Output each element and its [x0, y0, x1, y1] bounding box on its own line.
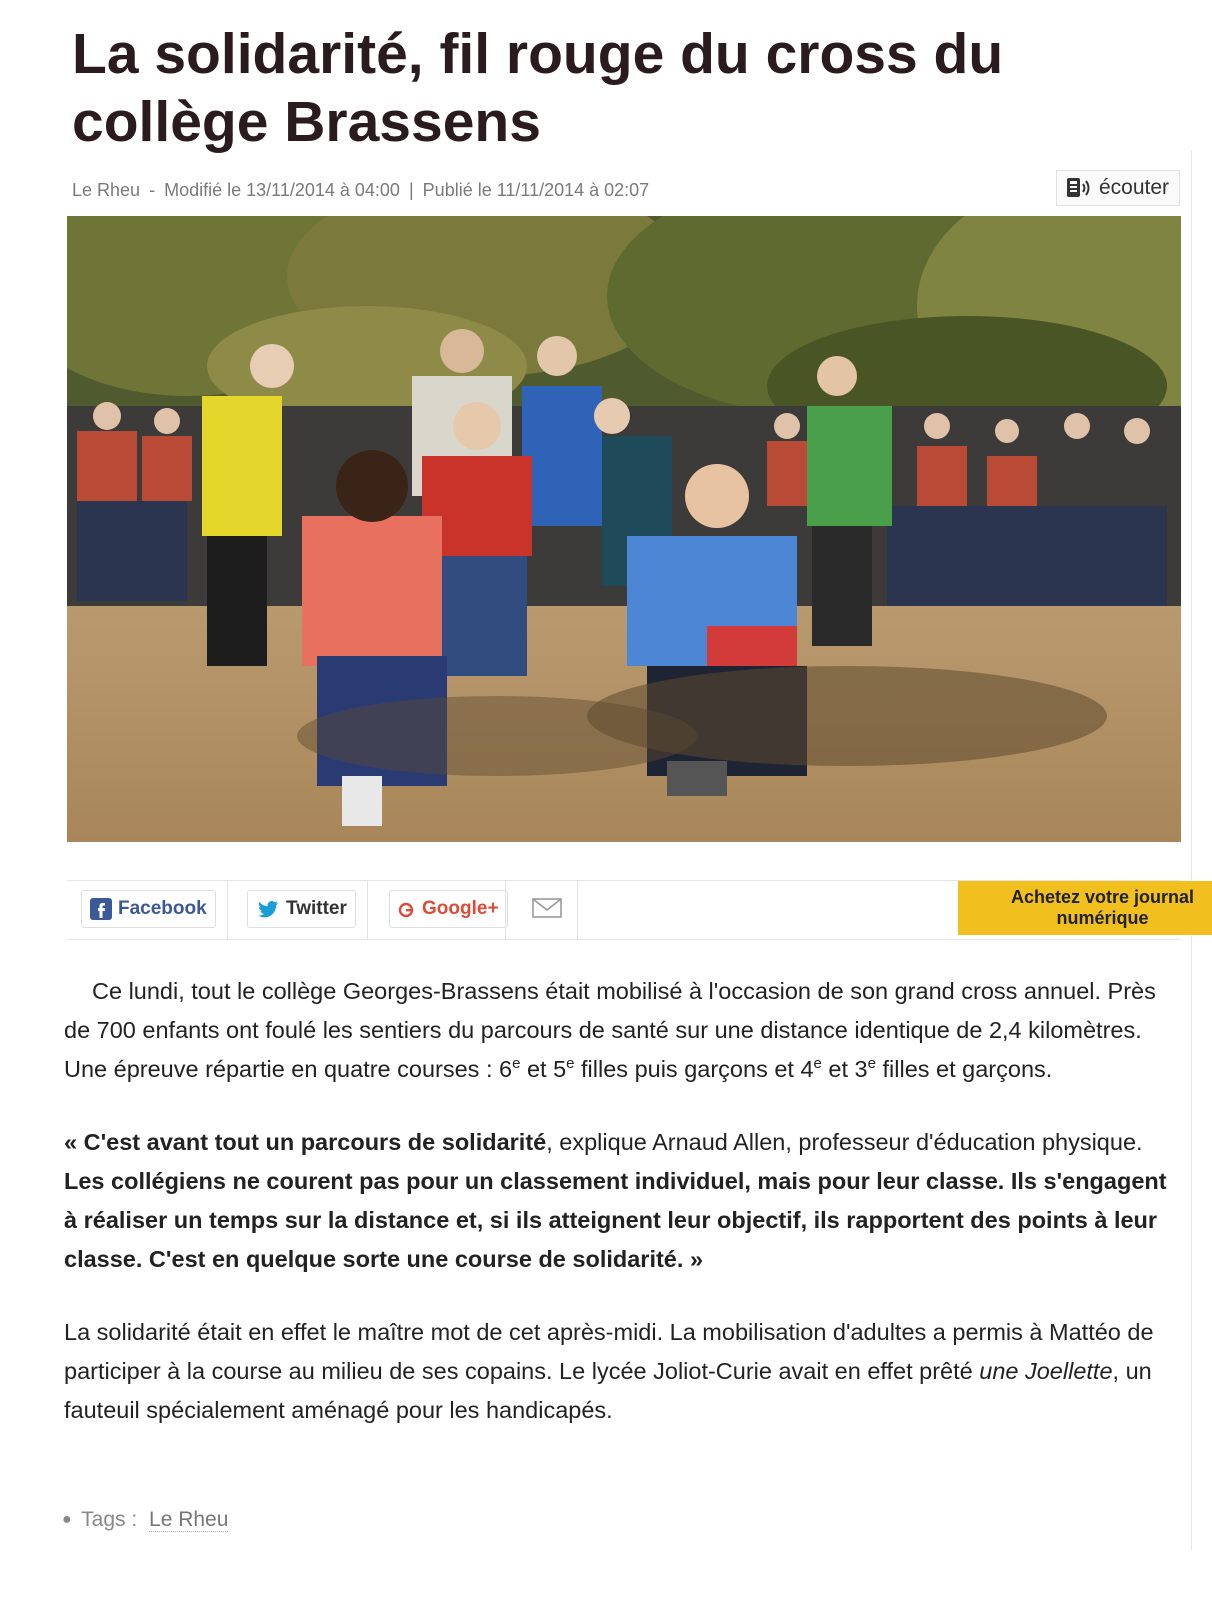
article-location: Le Rheu — [72, 180, 141, 200]
divider — [505, 881, 506, 939]
article-body — [64, 972, 1184, 1430]
buy-digital-newspaper-button[interactable] — [958, 881, 1212, 935]
googleplus-icon — [398, 900, 416, 918]
tag-link[interactable]: Le Rheu — [149, 1508, 229, 1531]
emphasis-joellette: une Joellette — [979, 1358, 1113, 1384]
listen-button[interactable] — [1056, 170, 1180, 206]
facebook-icon — [90, 898, 112, 920]
buy-label-line2: numérique — [1056, 908, 1149, 928]
divider — [577, 881, 578, 939]
tags-label: Tags : — [81, 1508, 138, 1531]
quote-rest: Les collégiens ne courent pas pour un classement individuel, mais pour leur classe. Ils s'engagent à réaliser un temps sur la distance et, si ils atteignent leur objectif, ils rapportent des points à leur classe. C'est en quelque sorte une course de solidarité. » — [64, 1168, 1167, 1272]
quote-attribution: , explique Arnaud Allen, professeur d'éducation physique. — [546, 1129, 1143, 1155]
twitter-label: Twitter — [286, 898, 347, 919]
buy-label-line1: Achetez votre journal — [1010, 887, 1195, 907]
article-title: La solidarité, fil rouge du cross du collège Brassens — [72, 22, 1004, 154]
bullet: ● — [62, 1511, 72, 1528]
speaker-icon — [1065, 175, 1091, 201]
article-meta: Le Rheu - Modifié le 13/11/2014 à 04:00 | Publié le 11/11/2014 à 02:07 — [72, 180, 650, 200]
paragraph-2 — [64, 1123, 1184, 1279]
page-edge — [1191, 150, 1192, 1550]
divider — [367, 881, 368, 939]
divider — [227, 881, 228, 939]
tags-row — [62, 1508, 228, 1532]
googleplus-share-button[interactable] — [389, 890, 508, 928]
article-published-date: Publié le 11/11/2014 à 02:07 — [422, 180, 650, 200]
article-modified-date: Modifié le 13/11/2014 à 04:00 — [164, 180, 400, 200]
facebook-share-button[interactable] — [81, 890, 216, 928]
listen-label: écouter — [1099, 176, 1170, 199]
share-bar — [67, 880, 1195, 940]
twitter-share-button[interactable] — [247, 890, 356, 928]
paragraph-3: La solidarité était en effet le maître mot de cet après-midi. La mobilisation d'adultes a permis à Mattéo de participer à la course au milieu de ses copains. Le lycée Joliot-Curie avait en effet prêté une Joellette, un fauteuil spécialement aménagé pour les handicapés. — [64, 1319, 1154, 1423]
facebook-label: Facebook — [118, 898, 207, 919]
twitter-bird-icon — [256, 898, 280, 920]
paragraph-1: Ce lundi, tout le collège Georges-Brassens était mobilisé à l'occasion de son grand cross annuel. Près de 700 enfants ont foulé les sentiers du parcours de santé sur une distance identique de 2,4 kilomètres. Une épreuve répartie en quatre courses : 6e et 5e filles puis garçons et 4e et 3e filles et garçons. — [64, 978, 1156, 1082]
article-photo — [67, 216, 1181, 842]
mail-icon[interactable] — [531, 896, 563, 920]
googleplus-label: Google+ — [422, 898, 499, 919]
quote-open: « C'est avant tout un parcours de solidarité — [64, 1129, 547, 1155]
